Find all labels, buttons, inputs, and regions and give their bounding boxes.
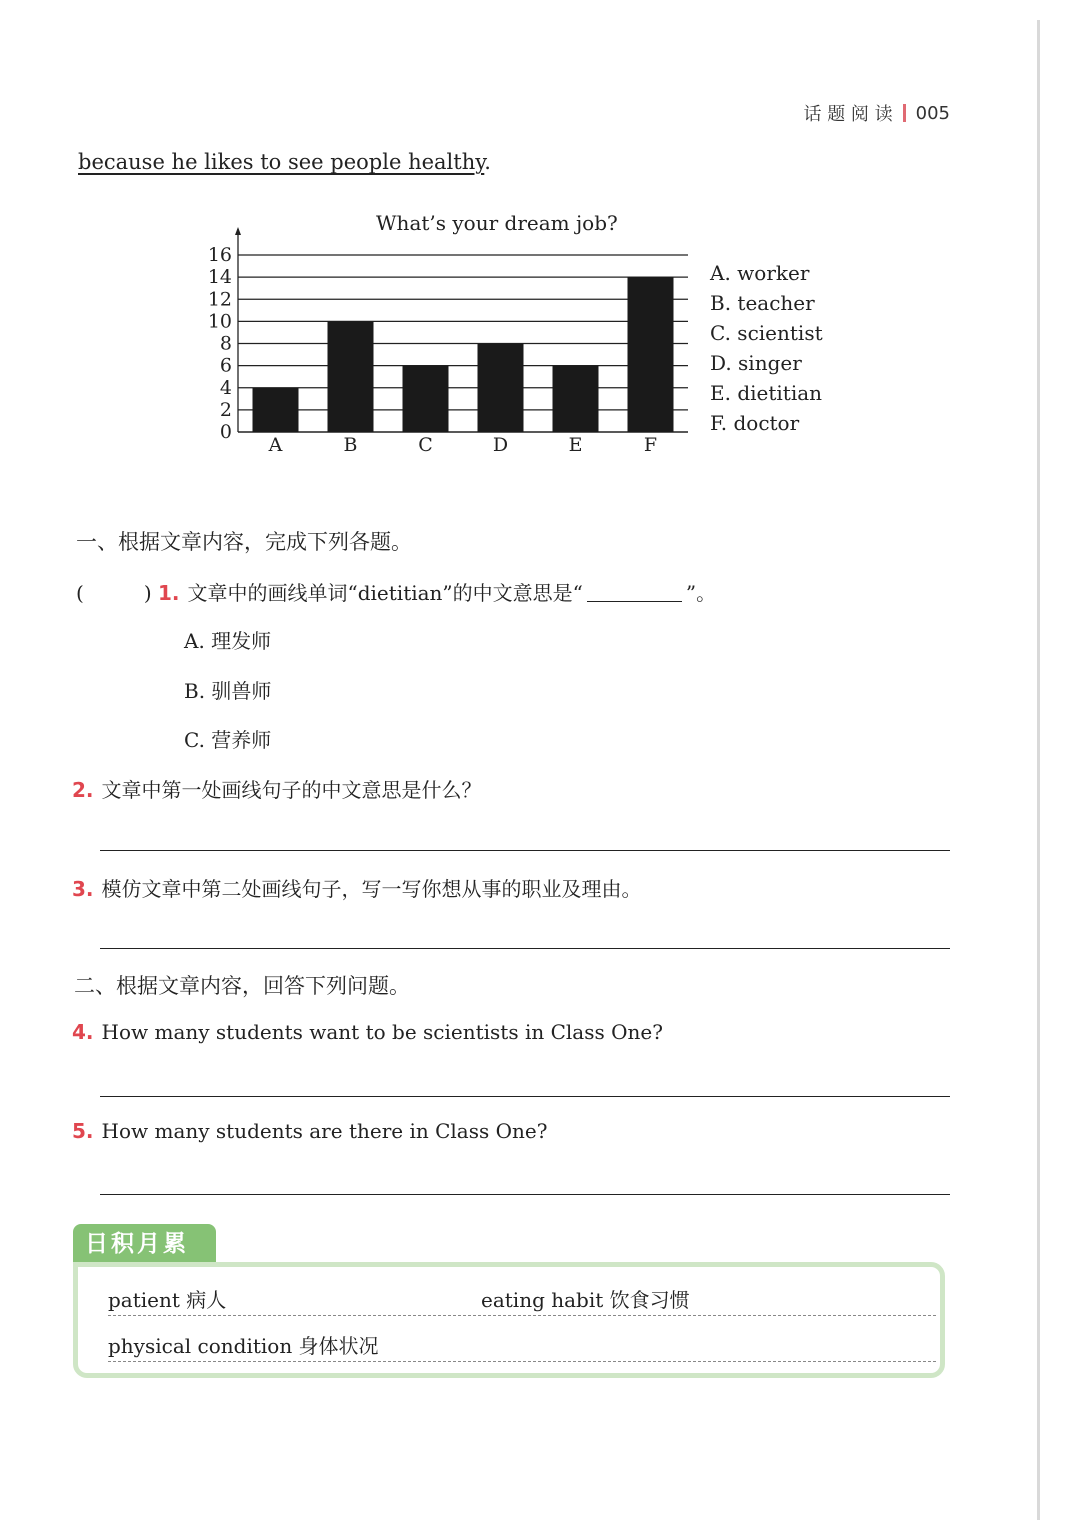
question-end: ”。 xyxy=(685,581,717,605)
vocab-item: physical condition 身体状况 xyxy=(108,1334,379,1358)
y-axis-arrow xyxy=(235,227,241,235)
option-b[interactable]: B. 驯兽师 xyxy=(184,679,272,703)
question-text: How many students are there in Class One? xyxy=(101,1119,548,1143)
header-separator xyxy=(903,104,906,122)
vocab-item: patient 病人 xyxy=(108,1288,227,1312)
answer-paren-close: ) xyxy=(143,581,152,605)
x-tick-label: B xyxy=(343,434,358,456)
part1-title: 一、根据文章内容，完成下列各题。 xyxy=(76,530,412,554)
legend-item: C. scientist xyxy=(710,321,823,345)
answer-line[interactable] xyxy=(100,850,950,851)
vocab-row xyxy=(108,1279,936,1316)
question-number: 5. xyxy=(72,1119,94,1143)
legend-item: F. doctor xyxy=(710,411,800,435)
legend-item: E. dietitian xyxy=(710,381,823,405)
y-tick-label: 10 xyxy=(207,310,232,333)
question-1 xyxy=(76,577,716,606)
bar xyxy=(403,366,449,432)
chart-legend xyxy=(710,258,823,438)
legend-item: B. teacher xyxy=(710,291,815,315)
bar xyxy=(328,321,374,432)
y-tick-label: 14 xyxy=(207,266,232,289)
legend-item: A. worker xyxy=(710,261,810,285)
option-c[interactable]: C. 营养师 xyxy=(184,728,272,752)
x-tick-label: E xyxy=(568,434,583,456)
x-tick-label: C xyxy=(418,434,433,456)
y-tick-label: 12 xyxy=(207,288,232,311)
y-tick-label: 2 xyxy=(219,398,232,421)
fill-blank[interactable] xyxy=(587,583,682,602)
y-tick-label: 8 xyxy=(219,332,232,355)
question-text: How many students want to be scientists in Class One? xyxy=(101,1020,663,1044)
page-edge xyxy=(1037,20,1040,1520)
bar xyxy=(628,277,674,432)
chart-title: What’s your dream job? xyxy=(376,211,618,235)
part2-title: 二、根据文章内容，回答下列问题。 xyxy=(74,974,410,998)
y-tick-label: 4 xyxy=(219,376,232,399)
x-tick-label: A xyxy=(268,434,283,456)
answer-paren-open: ( xyxy=(76,581,84,605)
question-text: 文章中第一处画线句子的中文意思是什么？ xyxy=(101,778,482,802)
y-tick-label: 0 xyxy=(219,421,232,443)
vocab-item: eating habit 饮食习惯 xyxy=(481,1288,690,1312)
question-number: 4. xyxy=(72,1020,94,1044)
underlined-sentence: because he likes to see people healthy xyxy=(78,150,485,174)
answer-line[interactable] xyxy=(100,1194,950,1195)
answer-line[interactable] xyxy=(100,1096,950,1097)
y-tick-label: 6 xyxy=(219,354,232,377)
answer-line[interactable] xyxy=(100,948,950,949)
question-2 xyxy=(72,774,482,803)
option-a[interactable]: A. 理发师 xyxy=(184,629,272,653)
page-number: 005 xyxy=(915,102,950,124)
bar xyxy=(253,388,299,432)
bar xyxy=(478,344,524,433)
vocab-box xyxy=(73,1262,945,1378)
vocab-row xyxy=(108,1325,936,1362)
page-header xyxy=(803,100,950,126)
question-4 xyxy=(72,1020,663,1044)
legend-item: D. singer xyxy=(710,351,802,375)
x-tick-label: F xyxy=(643,434,658,456)
vocab-box-title: 日积月累 xyxy=(73,1224,216,1264)
x-tick-label: D xyxy=(492,434,509,456)
section-title: 话 题 阅 读 xyxy=(803,104,893,125)
question-3 xyxy=(72,873,642,902)
question-text: 模仿文章中第二处画线句子，写一写你想从事的职业及理由。 xyxy=(101,877,642,901)
question-number: 2. xyxy=(72,778,94,802)
bar xyxy=(553,366,599,432)
bar-chart xyxy=(200,225,700,460)
intro-period: . xyxy=(484,150,491,174)
question-number: 3. xyxy=(72,877,94,901)
question-5 xyxy=(72,1119,547,1143)
intro-sentence xyxy=(78,150,491,174)
y-tick-label: 16 xyxy=(207,244,232,266)
question-text: 文章中的画线单词“dietitian”的中文意思是“ xyxy=(187,581,583,605)
question-number: 1. xyxy=(157,581,180,605)
